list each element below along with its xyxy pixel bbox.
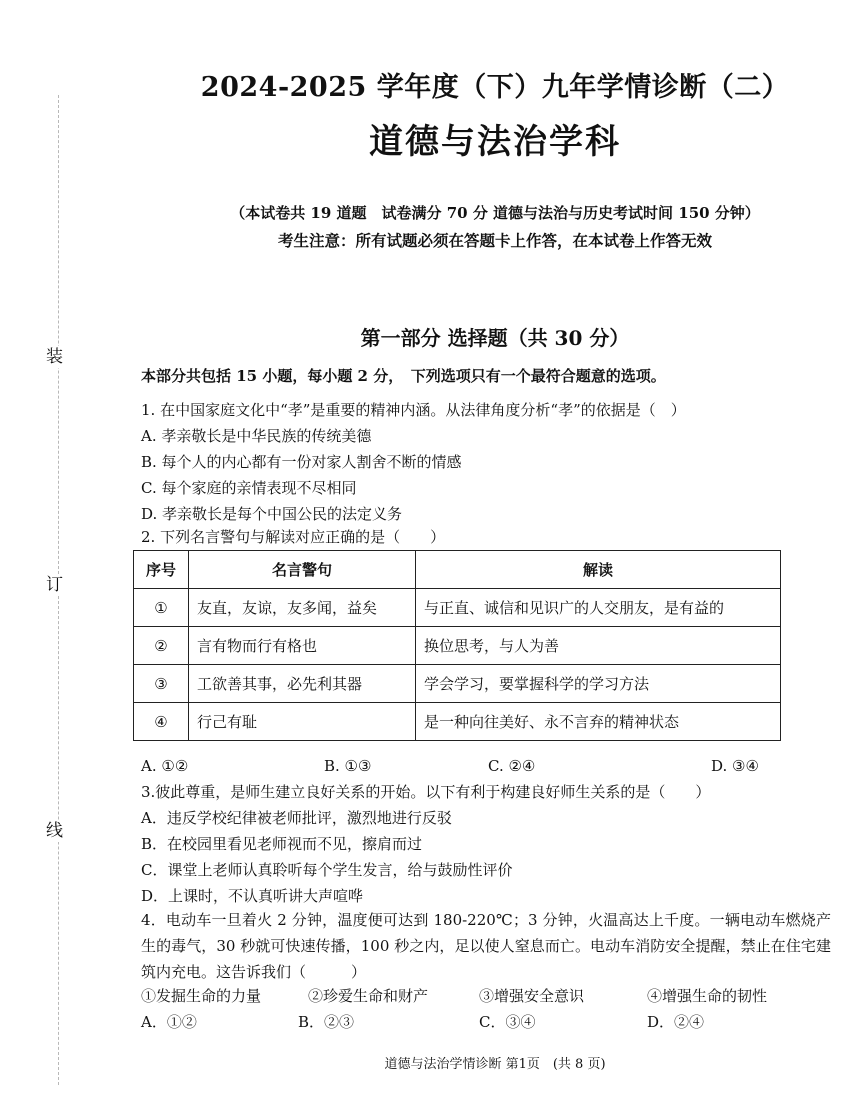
- subject-title: 道德与法治学科: [369, 122, 621, 162]
- q2-cell-quote: 言有物而行有格也: [189, 627, 416, 665]
- q3-option-b: B．在校园里看见老师视而不见，擦肩而过: [141, 835, 423, 853]
- part1-title: 第一部分 选择题（共 30 分）: [360, 326, 630, 350]
- q1-option-b: B. 每个人的内心都有一份对家人割舍不断的情感: [141, 453, 462, 471]
- q4-option-a: A．①②: [141, 1013, 197, 1031]
- q2-cell-quote: 行己有耻: [189, 703, 416, 741]
- q2-option-b: B. ①③: [324, 757, 372, 775]
- q2-cell-interpretation: 与正直、诚信和见识广的人交朋友，是有益的: [416, 589, 781, 627]
- q2-cell-index: ①: [134, 589, 189, 627]
- q4-option-c: C．③④: [479, 1013, 536, 1031]
- q3-option-c: C．课堂上老师认真聆听每个学生发言，给与鼓励性评价: [141, 861, 513, 879]
- q2-cell-index: ③: [134, 665, 189, 703]
- q2-header-quote: 名言警句: [189, 551, 416, 589]
- exam-title: 2024-2025 学年度（下）九年学情诊断（二）: [200, 72, 790, 103]
- q4-option-d: D．②④: [647, 1013, 705, 1031]
- exam-notice: 考生注意：所有试题必须在答题卡上作答，在本试卷上作答无效: [277, 231, 712, 250]
- q3-stem: 3.彼此尊重，是师生建立良好关系的开始。以下有利于构建良好师生关系的是（ ）: [141, 783, 711, 801]
- binding-char-zhuang: 装: [46, 347, 63, 367]
- q2-option-d: D. ③④: [711, 757, 759, 775]
- q2-cell-interpretation: 是一种向往美好、永不言弃的精神状态: [416, 703, 781, 741]
- q3-option-a: A．违反学校纪律被老师批评，激烈地进行反驳: [141, 809, 452, 827]
- q1-option-d: D. 孝亲敬长是每个中国公民的法定义务: [141, 505, 403, 523]
- q2-cell-index: ②: [134, 627, 189, 665]
- q4-item-2: ②珍爱生命和财产: [308, 987, 429, 1005]
- table-row: [134, 627, 781, 665]
- q2-option-c: C. ②④: [488, 757, 536, 775]
- q4-option-b: B．②③: [298, 1013, 355, 1031]
- q2-cell-quote: 工欲善其事，必先利其器: [189, 665, 416, 703]
- q2-cell-interpretation: 学会学习，要掌握科学的学习方法: [416, 665, 781, 703]
- q3-option-d: D．上课时，不认真听讲大声喧哗: [141, 887, 364, 905]
- binding-char-xian: 线: [46, 821, 63, 841]
- q2-header-interpretation: 解读: [416, 551, 781, 589]
- table-row: [134, 703, 781, 741]
- q2-header-index: 序号: [134, 551, 189, 589]
- q2-option-a: A. ①②: [141, 757, 189, 775]
- q2-cell-index: ④: [134, 703, 189, 741]
- q2-table: [133, 550, 781, 741]
- table-row: [134, 589, 781, 627]
- q2-stem: 2. 下列名言警句与解读对应正确的是（ ）: [141, 528, 446, 546]
- q2-cell-interpretation: 换位思考，与人为善: [416, 627, 781, 665]
- q1-stem: 1. 在中国家庭文化中“孝”是重要的精神内涵。从法律角度分析“孝”的依据是（ ）: [141, 401, 686, 419]
- part1-description: 本部分共包括 15 小题，每小题 2 分， 下列选项只有一个最符合题意的选项。: [141, 367, 666, 385]
- q4-item-3: ③增强安全意识: [479, 987, 585, 1005]
- q4-item-4: ④增强生命的韧性: [647, 987, 768, 1005]
- q1-option-a: A. 孝亲敬长是中华民族的传统美德: [141, 427, 372, 445]
- table-row: [134, 665, 781, 703]
- q2-table-header: [134, 551, 781, 589]
- binding-char-ding: 订: [46, 575, 63, 595]
- q4-stem: 4．电动车一旦着火 2 分钟，温度便可达到 180-220℃；3 分钟，火温高达上千度。一辆电动车燃烧产生的毒气，30 秒就可快速传播，100 秒之内，足以使人窒息而亡。电动车消防安全提醒，禁止在住宅建筑内充电。这告诉我们（ ）: [141, 911, 831, 981]
- q1-option-c: C. 每个家庭的亲情表现不尽相同: [141, 479, 357, 497]
- q4-item-1: ①发掘生命的力量: [141, 987, 262, 1005]
- q2-cell-quote: 友直，友谅，友多闻，益矣: [189, 589, 416, 627]
- page-footer: 道德与法治学情诊断 第1页 (共 8 页): [384, 1057, 606, 1072]
- exam-info: （本试卷共 19 道题 试卷满分 70 分 道德与法治与历史考试时间 150 分钟）: [230, 204, 760, 222]
